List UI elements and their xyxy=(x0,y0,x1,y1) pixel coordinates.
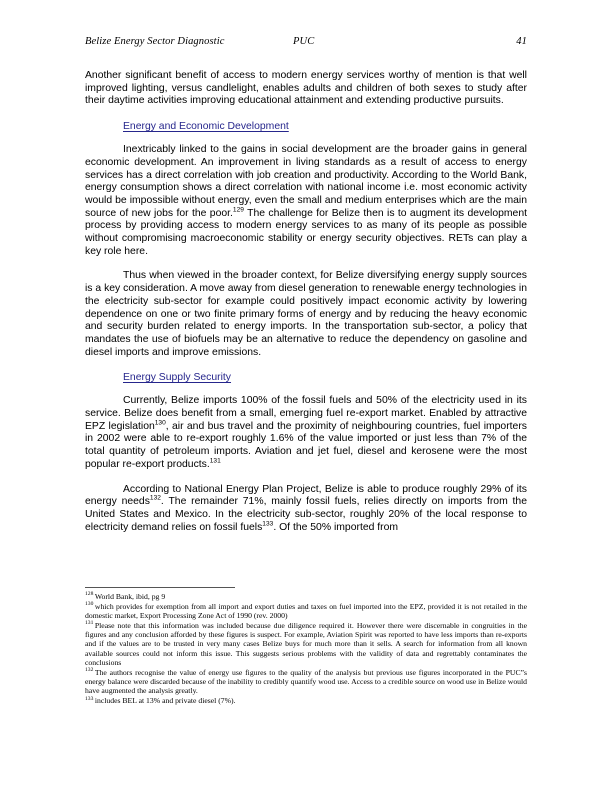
section-heading-energy-economic-development-label: Energy and Economic Development xyxy=(123,121,289,133)
footnote-marker-132[interactable]: 132 xyxy=(85,667,94,674)
footnote-item xyxy=(85,602,527,621)
footnote-item xyxy=(85,668,527,696)
paragraph-economic-development xyxy=(85,144,527,258)
section-heading-energy-economic-development xyxy=(85,120,527,133)
footnote-ref-129[interactable]: 129 xyxy=(232,206,244,214)
header-organization: PUC xyxy=(293,36,315,47)
footnote-marker-131[interactable]: 131 xyxy=(85,620,94,627)
footnote-ref-133[interactable]: 133 xyxy=(262,520,274,528)
footnote-separator-rule xyxy=(85,587,235,588)
paragraph-national-energy-plan-text-c: . Of the 50% imported from xyxy=(273,521,399,533)
footnote-marker-128[interactable]: 128 xyxy=(85,591,94,598)
section-heading-energy-supply-security xyxy=(85,371,527,384)
paragraph-national-energy-plan xyxy=(85,484,527,535)
footnote-area xyxy=(85,587,527,706)
paragraph-national-energy-plan-text-b: . The remainder 71%, mainly fossil fuels, relies directly on imports from the United States and Mexico. In the electricity sub-sector, roughly 20% of the local response to electricity demand relies on fossil fuels xyxy=(85,496,527,533)
footnote-list xyxy=(85,592,527,706)
paragraph-economic-development-text-b: The challenge for Belize then is to augment its development process by providing access to modern energy services to as many of its people as possible without compromising macroeconomic stability or energy security objectives. RETs can play a key role here. xyxy=(85,207,527,257)
paragraph-intro-benefit: Another significant benefit of access to modern energy services worthy of mention is that well improved lighting, versus candlelight, enables adults and children of both sexes to study after their daytime activities improving educational attainment and extending productive pursuits. xyxy=(85,70,527,107)
footnote-item xyxy=(85,621,527,667)
footnote-ref-132[interactable]: 132 xyxy=(149,494,161,502)
section-heading-energy-supply-security-label: Energy Supply Security xyxy=(123,372,232,384)
paragraph-economic-development-text-a: Inextricably linked to the gains in social development are the broader gains in general economic development. An improvement in living standards as a result of access to energy services has a direct correlation with job creation and productivity. According to the World Bank, energy consumption shows a direct correlation with national income i.e. most economic activity would be impossible without energy, even the small and medium enterprises which are the main source of new jobs for the poor. xyxy=(85,144,527,219)
paragraph-national-energy-plan-text-a: According to National Energy Plan Project, Belize is able to produce roughly 29% of its energy needs xyxy=(85,483,527,508)
footnote-ref-130[interactable]: 130 xyxy=(154,419,166,427)
header-document-title: Belize Energy Sector Diagnostic xyxy=(85,36,225,47)
paragraph-fuel-imports-text-a: Currently, Belize imports 100% of the fossil fuels and 50% of the electricity used in its service. Belize does benefit from a small, emerging fuel re-export market. Enabled by attractive EPZ legislation xyxy=(85,395,527,432)
footnote-text-132: The authors recognise the value of energy use figures to the quality of the analysis but previous use figures incorporated in the PUC”s energy balance were discarded because of the inability to credibly quantify wood use. Access to a credible source on wood use in Belize would have augmented the analysis greatly. xyxy=(85,667,527,696)
footnote-text-133: includes BEL at 13% and private diesel (7%). xyxy=(94,696,236,706)
footnote-item xyxy=(85,592,527,601)
footnote-marker-130[interactable]: 130 xyxy=(85,601,94,608)
footnote-text-128: World Bank, ibid, pg 9 xyxy=(94,592,166,601)
header-page-number: 41 xyxy=(516,36,527,47)
paragraph-fuel-imports xyxy=(85,395,527,471)
footnote-marker-133[interactable]: 133 xyxy=(85,695,94,702)
paragraph-energy-supply-diversification: Thus when viewed in the broader context, for Belize diversifying energy supply sources is a key consideration. A move away from diesel generation to renewable energy technologies in the electricity sub-sector for example could positively impact economic activity by lowering dependence on one or two finite primary forms of energy and by reducing the heavy economic and security burden related to energy imports. In the transportation sub-sector, a policy that mandates the use of biofuels may be an alternative to reduce the dependency on gasoline and diesel imports and improve emissions. xyxy=(85,270,527,358)
running-header xyxy=(85,36,527,47)
footnote-text-131: Please note that this information was included because due diligence required it. However there were discernable in congruities in the figures and any conclusion afforded by these figures is suspect. For example, Aviation Spirit was reported to have less imports than re-exports and if the values are to be trusted in very many cases Belize buys for much more than it sells. A search for information from all known available sources could not inform this issue. This suggests serious problems with the validity of data and regrettably contaminates the conclusions xyxy=(85,620,527,668)
footnote-ref-131[interactable]: 131 xyxy=(209,457,221,465)
footnote-item xyxy=(85,696,527,705)
footnote-text-130: which provides for exemption from all import and export duties and taxes on fuel imported into the EPZ, provided it is not retailed in the domestic market, Export Processing Zone Act of 1990 (rev. 2000) xyxy=(85,601,527,621)
page-body xyxy=(85,70,527,545)
paragraph-fuel-imports-text-b: , air and bus travel and the proximity of neighbouring countries, fuel importers in 2002 were able to re-export roughly 1.6% of the value imported or just less than 7% of the total quantity of petroleum imports. Aviation and jet fuel, diesel and kerosene were the most popular re-export products. xyxy=(85,420,527,470)
